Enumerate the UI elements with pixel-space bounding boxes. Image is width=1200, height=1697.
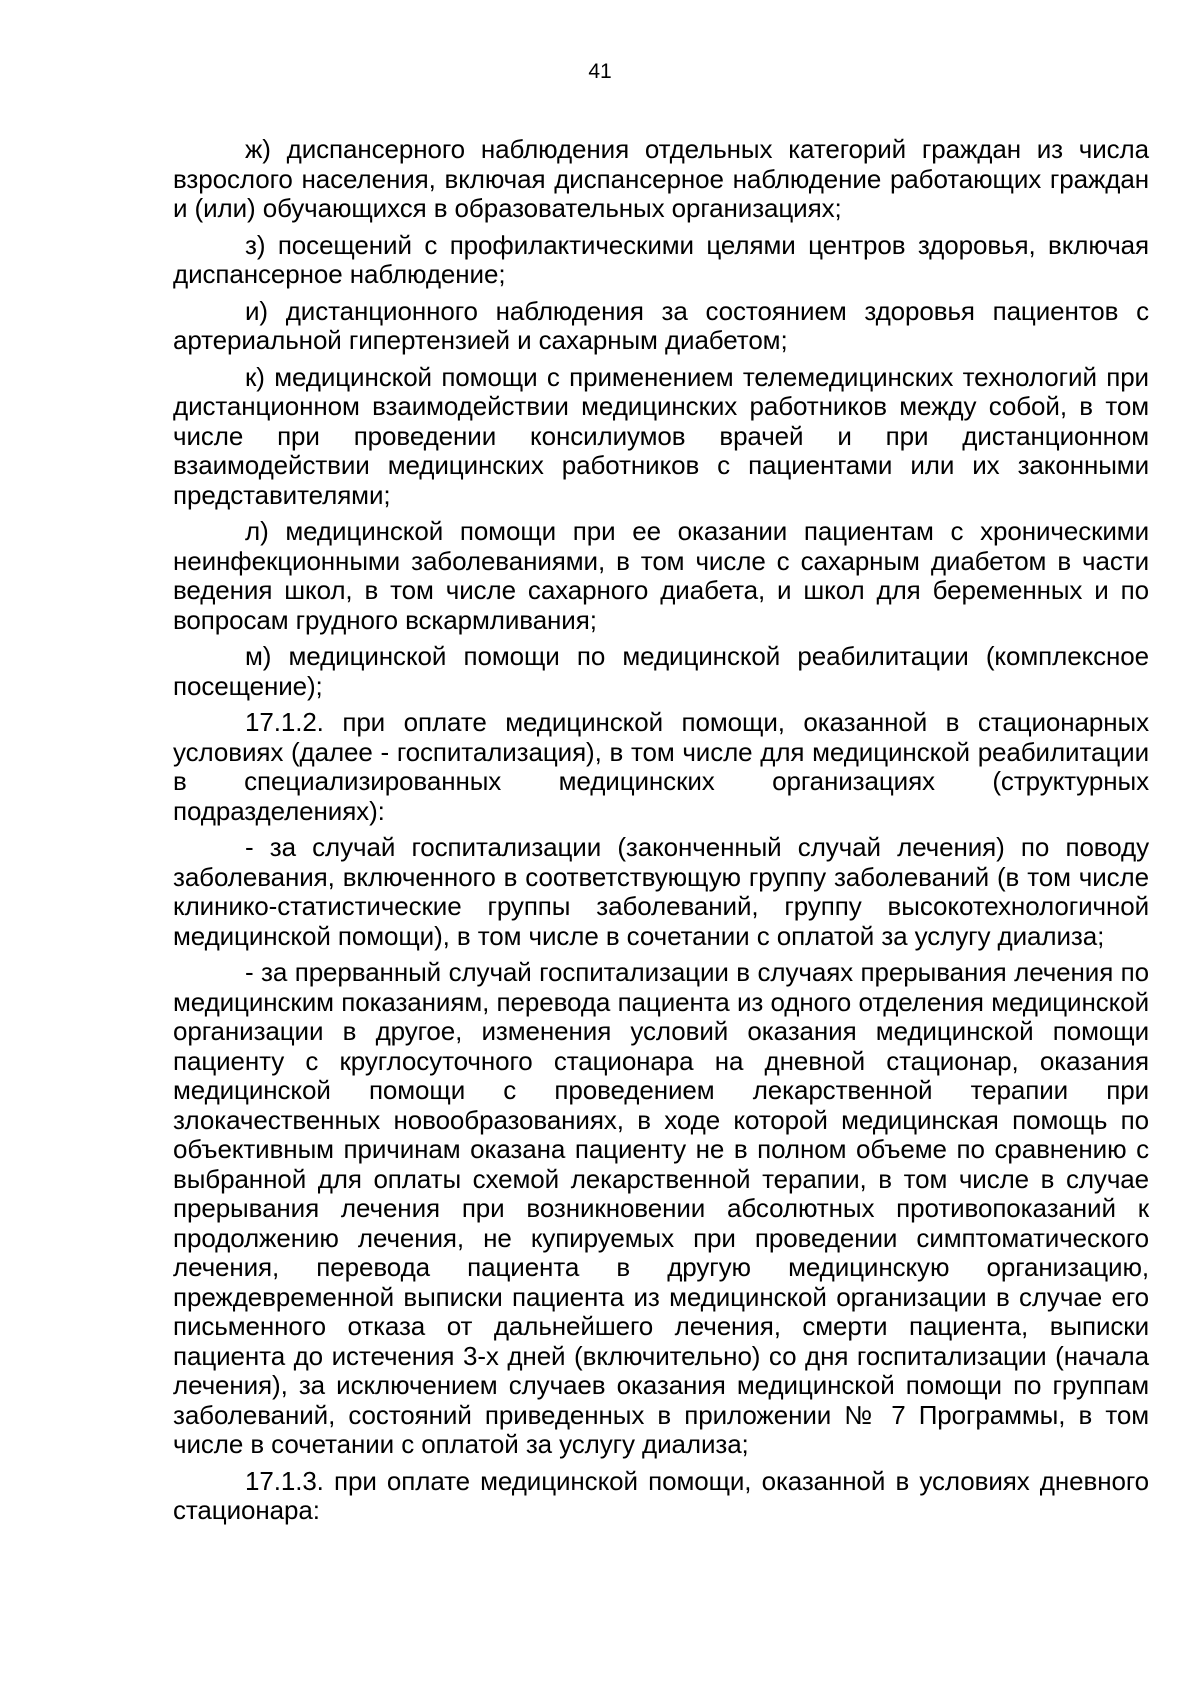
document-body xyxy=(173,135,1149,1533)
paragraph-interrupted-case: - за прерванный случай госпитализации в случаях прерывания лечения по медицинским показаниям, перевода пациента из одного отделения медицинской организации в другое, изменения условий оказания медицинской помощи пациенту с круглосуточного стационара на дневной стационар, оказания медицинской помощи с проведением лекарственной терапии при злокачественных новообразованиях, в ходе которой медицинская помощь по объективным причинам оказана пациенту не в полном объеме по сравнению с выбранной для оплаты схемой лекарственной терапии, в том числе в случае прерывания лечения при возникновении абсолютных противопоказаний к продолжению лечения, не купируемых при проведении симптоматического лечения, перевода пациента в другую медицинскую организацию, преждевременной выписки пациента из медицинской организации в случае его письменного отказа от дальнейшего лечения, смерти пациента, выписки пациента до истечения 3-х дней (включительно) со дня госпитализации (начала лечения), за исключением случаев оказания медицинской помощи по группам заболеваний, состояний приведенных в приложении № 7 Программы, в том числе в сочетании с оплатой за услугу диализа; xyxy=(173,957,1149,1459)
paragraph-l: л) медицинской помощи при ее оказании пациентам с хроническими неинфекционными заболеваниями, в том числе с сахарным диабетом в части ведения школ, в том числе сахарного диабета, и школ для беременных и по вопросам грудного вскармливания; xyxy=(173,516,1149,635)
paragraph-z: з) посещений с профилактическими целями центров здоровья, включая диспансерное наблюдение; xyxy=(173,229,1149,289)
paragraph-m: м) медицинской помощи по медицинской реабилитации (комплексное посещение); xyxy=(173,641,1149,701)
paragraph-i: и) дистанционного наблюдения за состоянием здоровья пациентов с артериальной гипертензией и сахарным диабетом; xyxy=(173,295,1149,355)
paragraph-completed-case: - за случай госпитализации (законченный случай лечения) по поводу заболевания, включенного в соответствующую группу заболеваний (в том числе клинико-статистические группы заболеваний, группу высокотехнологичной медицинской помощи), в том числе в сочетании с оплатой за услугу диализа; xyxy=(173,832,1149,951)
paragraph-17-1-2: 17.1.2. при оплате медицинской помощи, оказанной в стационарных условиях (далее - госпитализация), в том числе для медицинской реабилитации в специализированных медицинских организациях (структурных подразделениях): xyxy=(173,707,1149,826)
paragraph-zh: ж) диспансерного наблюдения отдельных категорий граждан из числа взрослого населения, включая диспансерное наблюдение работающих граждан и (или) обучающихся в образовательных организациях; xyxy=(173,134,1149,223)
page-number: 41 xyxy=(588,60,612,83)
paragraph-k: к) медицинской помощи с применением телемедицинских технологий при дистанционном взаимодействии медицинских работников между собой, в том числе при проведении консилиумов врачей и при дистанционном взаимодействии медицинских работников с пациентами или их законными представителями; xyxy=(173,361,1149,510)
paragraph-17-1-3: 17.1.3. при оплате медицинской помощи, оказанной в условиях дневного стационара: xyxy=(173,1465,1149,1525)
